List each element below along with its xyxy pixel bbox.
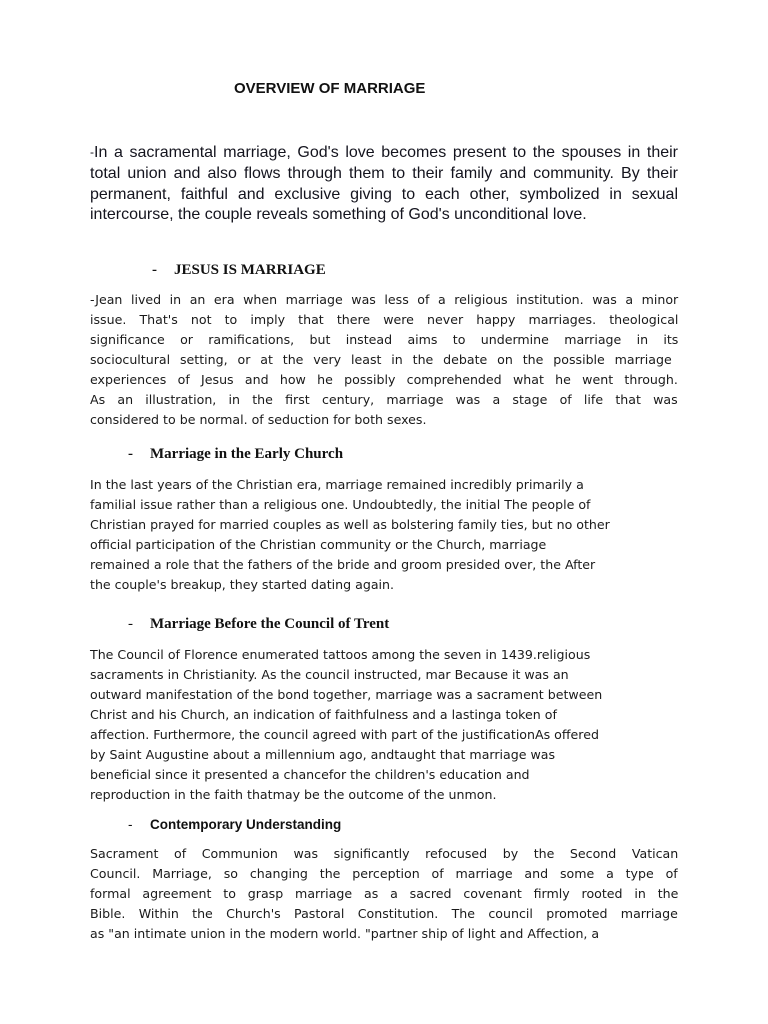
section-heading-council-of-trent bbox=[128, 616, 389, 633]
paragraph-line: experiences of Jesus and how he possibly comprehended what he went through. bbox=[90, 372, 678, 387]
page-title: OVERVIEW OF MARRIAGE bbox=[234, 80, 426, 97]
paragraph-line: as "an intimate union in the modern world. "partner ship of light and Affection, a bbox=[90, 926, 600, 941]
heading-dash: - bbox=[128, 616, 133, 632]
paragraph-line: remained a role that the fathers of the bride and groom presided over, the After bbox=[90, 557, 596, 572]
heading-dash: - bbox=[128, 446, 133, 462]
intro-dash: - bbox=[90, 145, 94, 159]
section-paragraph-council-of-trent bbox=[90, 645, 678, 805]
paragraph-line: As an illustration, in the first century, marriage was a stage of life that was bbox=[90, 392, 678, 407]
paragraph-line: affection. Furthermore, the council agreed with part of the justificationAs offered bbox=[90, 727, 599, 742]
paragraph-line: by Saint Augustine about a millennium ago, andtaught that marriage was bbox=[90, 747, 556, 762]
heading-text: Marriage Before the Council of Trent bbox=[150, 616, 390, 632]
section-paragraph-contemporary-understanding bbox=[90, 844, 678, 944]
paragraph-line: Council. Marriage, so changing the perception of marriage and some a type of bbox=[90, 866, 678, 881]
paragraph-line: In the last years of the Christian era, marriage remained incredibly primarily a bbox=[90, 477, 584, 492]
section-paragraph-jesus-is-marriage bbox=[90, 290, 678, 430]
section-heading-contemporary-understanding bbox=[128, 817, 341, 832]
paragraph-line: significance or ramifications, but instead aims to undermine marriage in its bbox=[90, 332, 679, 347]
paragraph-line: Christian prayed for married couples as well as bolstering family ties, but no other bbox=[90, 517, 610, 532]
paragraph-line: beneficial since it presented a chancefor the children's education and bbox=[90, 767, 530, 782]
paragraph-line: sacraments in Christianity. As the council instructed, mar Because it was an bbox=[90, 667, 569, 682]
section-paragraph-early-church bbox=[90, 475, 678, 595]
section-heading-jesus-is-marriage bbox=[152, 262, 326, 279]
heading-dash: - bbox=[152, 262, 157, 278]
paragraph-line: Sacrament of Communion was significantly refocused by the Second Vatican bbox=[90, 846, 679, 861]
heading-dash: - bbox=[128, 817, 133, 832]
paragraph-line: -Jean lived in an era when marriage was less of a religious institution. was a minor bbox=[90, 292, 679, 307]
paragraph-line: sociocultural setting, or at the very least in the debate on the possible marriage bbox=[90, 352, 672, 367]
paragraph-line: official participation of the Christian community or the Church, marriage bbox=[90, 537, 547, 552]
intro-text: In a sacramental marriage, God's love becomes present to the spouses in their total union and also flows through them to their family and community. By their permanent, faithful and exclusive giving to each other, symbolized in sexual intercourse, the couple reveals something of God's unconditional love. bbox=[90, 144, 678, 224]
paragraph-line: familial issue rather than a religious one. Undoubtedly, the initial The people of bbox=[90, 497, 591, 512]
paragraph-line: Bible. Within the Church's Pastoral Constitution. The council promoted marriage bbox=[90, 906, 678, 921]
heading-text: Contemporary Understanding bbox=[150, 817, 342, 832]
paragraph-line: considered to be normal. of seduction for both sexes. bbox=[90, 412, 427, 427]
paragraph-line: Christ and his Church, an indication of faithfulness and a lastinga token of bbox=[90, 707, 557, 722]
paragraph-line: reproduction in the faith thatmay be the outcome of the unmon. bbox=[90, 787, 497, 802]
paragraph-line: formal agreement to grasp marriage as a sacred covenant firmly rooted in the bbox=[90, 886, 679, 901]
intro-paragraph bbox=[90, 142, 678, 226]
heading-text: Marriage in the Early Church bbox=[150, 446, 344, 462]
paragraph-line: issue. That's not to imply that there were never happy marriages. theological bbox=[90, 312, 679, 327]
paragraph-line: The Council of Florence enumerated tattoos among the seven in 1439.religious bbox=[90, 647, 591, 662]
section-heading-early-church bbox=[128, 446, 343, 463]
paragraph-line: outward manifestation of the bond together, marriage was a sacrament between bbox=[90, 687, 603, 702]
heading-text: JESUS IS MARRIAGE bbox=[174, 262, 326, 278]
paragraph-line: the couple's breakup, they started dating again. bbox=[90, 577, 395, 592]
